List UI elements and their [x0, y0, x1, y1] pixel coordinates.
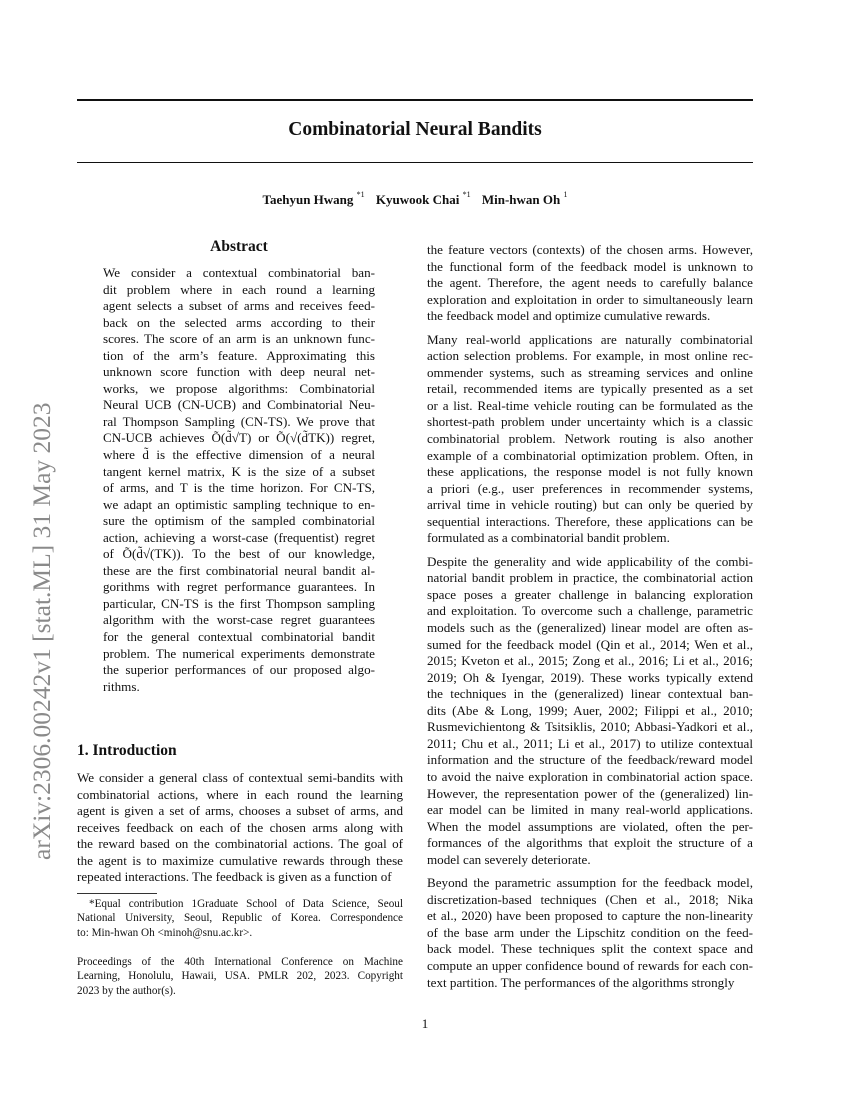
paragraph-line: the feature vectors (contexts) of the chosen arms. However,	[427, 242, 753, 257]
section-heading-introduction: 1. Introduction	[77, 742, 177, 759]
proceedings-line: Learning, Honolulu, Hawaii, USA. PMLR 202, 2023. Copyright	[77, 970, 403, 983]
author-affiliation-mark: *1	[356, 190, 365, 199]
author-name: Taehyun Hwang	[262, 192, 354, 207]
paragraph-line: dits (Abe & Long, 1999; Auer, 2002; Filippi et al., 2010;	[427, 702, 753, 718]
abstract-line: scores. The score of an arm is an unknown func-	[103, 331, 375, 347]
abstract-line: Neural UCB (CN-UCB) and Combinatorial Neu-	[103, 397, 375, 413]
paragraph-line: ear model can be limited in many real-world applications.	[427, 802, 753, 818]
paragraph-line: the agent. Therefore, the agent needs to carefully balance	[427, 275, 753, 291]
paragraph-line: formulated as a combinatorial bandit problem.	[427, 530, 670, 546]
abstract-line: unknown score function with deep neural net-	[103, 364, 375, 380]
paragraph	[427, 875, 753, 991]
abstract-line: works, we propose algorithms: Combinatorial	[103, 380, 375, 396]
abstract-line: the superior performances of our proposed algo-	[103, 662, 375, 678]
paragraph-line: the functional form of the feedback model is unknown to	[427, 258, 753, 274]
footnote-line: to: Min-hwan Oh <minoh@snu.ac.kr>.	[77, 926, 253, 939]
paragraph-line: 2019; Oh & Iyengar, 2019). These works typically extend	[427, 669, 753, 685]
abstract-line: agent selects a subset of arms and receives feed-	[103, 298, 375, 314]
paragraph-line: exploration and exploitation in order to simultaneously learn	[427, 291, 753, 307]
paragraph-line: these applications, the response model is not fully known	[427, 464, 753, 480]
paragraph-line: Many real-world applications are naturally combinatorial	[427, 331, 753, 347]
author-name: Kyuwook Chai	[375, 192, 460, 207]
author-list	[77, 192, 753, 208]
abstract-line: algorithm with the worst-case regret guarantees	[103, 612, 375, 628]
abstract-line: problem. The numerical experiments demonstrate	[103, 645, 375, 661]
abstract-line: action, achieving a worst-case (frequentist) regret	[103, 529, 375, 545]
paragraph-line: shortest-path problem under uncertainty which is a classic	[427, 414, 753, 430]
paragraph-line: sumed for the feedback model (Qin et al., 2014; Wen et al.,	[427, 636, 753, 652]
author-name: Min-hwan Oh	[481, 192, 561, 207]
paragraph-line: discretization-based techniques (Chen et al., 2018; Nika	[427, 891, 753, 907]
abstract-line: We consider a contextual combinatorial ban-	[103, 265, 375, 280]
paragraph-line: sequential interactions. Therefore, these applications can be	[427, 513, 753, 529]
paragraph-line: Beyond the parametric assumption for the feedback model,	[427, 875, 753, 891]
abstract-line: where d̃ is the effective dimension of a neural	[103, 447, 375, 463]
footnote-line: *Equal contribution 1Graduate School of Data Science, Seoul	[89, 898, 403, 910]
paragraph-line: When the model assumptions are violated, often the per-	[427, 818, 753, 834]
author-affiliation-mark: *1	[462, 190, 471, 199]
author-affiliation-mark: 1	[563, 190, 568, 199]
paragraph-line: and exploitation. To overcome such a challenge, parametric	[427, 603, 753, 619]
right-column-body	[427, 242, 753, 998]
footnote	[77, 897, 403, 940]
abstract-line: of Õ(d̃√(TK)). To the best of our knowledge,	[103, 546, 375, 562]
footnote-line: National University, Seoul, Republic of Korea. Correspondence	[77, 912, 403, 925]
paragraph-line: action selection problems. For example, in most online rec-	[427, 348, 753, 364]
abstract-line: sure the optimism of the sampled combinatorial	[103, 513, 375, 529]
paragraph-line: arrival time in vehicle routing) but can only be queried by	[427, 497, 753, 513]
abstract-line: of arms, and T is the time horizon. For CN-TS,	[103, 480, 375, 496]
introduction-line: repeated interactions. The feedback is given as a function of	[77, 869, 392, 885]
introduction-body	[77, 770, 403, 886]
paragraph-line: a priori (e.g., user preferences in recommender systems,	[427, 480, 753, 496]
page-number: 1	[421, 1016, 429, 1031]
paragraph-line: of the base arm under the Lipschitz condition on the feed-	[427, 924, 753, 940]
introduction-line: agent is given a set of arms, chooses a subset of arms, and	[77, 803, 403, 819]
paragraph	[427, 332, 753, 547]
paragraph	[427, 554, 753, 868]
paragraph-line: et al., 2020) have been proposed to capture the non-linearity	[427, 908, 753, 924]
abstract-line: these are the first combinatorial neural bandit al-	[103, 562, 375, 578]
title-rule-top	[77, 99, 753, 101]
paragraph-line: the techniques in the (generalized) linear contextual ban-	[427, 686, 753, 702]
abstract-line: gorithms with regret performance guarantees. In	[103, 579, 375, 595]
proceedings-line: 2023 by the author(s).	[77, 984, 176, 997]
introduction-line: combinatorial actions, where in each round the learning	[77, 786, 403, 802]
paragraph-line: However, the representation power of the (generalized) lin-	[427, 785, 753, 801]
abstract-line: rithms.	[103, 678, 140, 694]
paragraph-line: Rusmevichientong & Tsitsiklis, 2010; Abbasi-Yadkori et al.,	[427, 719, 753, 735]
abstract-line: for the general contextual combinatorial bandit	[103, 629, 375, 645]
paragraph	[427, 242, 753, 325]
paper-title: Combinatorial Neural Bandits	[288, 119, 542, 140]
footnote-rule	[77, 893, 157, 894]
paragraph-line: compute an upper confidence bound of rewards for each con-	[427, 957, 753, 973]
paragraph-line: back model. These techniques split the context space and	[427, 941, 753, 957]
paragraph-line: 2011; Chu et al., 2011; Li et al., 2017) to utilize contextual	[427, 735, 753, 751]
paragraph-line: to avoid the naive exploration in combinatorial action space.	[427, 768, 753, 784]
paragraph-line: space poses a greater challenge in balancing exploration	[427, 586, 753, 602]
abstract-line: CN-UCB achieves Õ(d̃√T) or Õ(√(d̃TK)) regret,	[103, 430, 375, 446]
abstract-line: ral Thompson Sampling (CN-TS). We prove that	[103, 413, 375, 429]
paragraph-line: example of a combinatorial optimization problem. Often, in	[427, 447, 753, 463]
introduction-line: We consider a general class of contextual semi-bandits with	[77, 770, 403, 785]
paragraph-line: models such as the (generalized) linear model are often as-	[427, 620, 753, 636]
abstract-body	[103, 265, 375, 695]
abstract-line: dit problem where in each round a learning	[103, 281, 375, 297]
arxiv-identifier: arXiv:2306.00242v1 [stat.ML] 31 May 2023	[27, 402, 56, 860]
proceedings-line: Proceedings of the 40th International Conference on Machine	[77, 956, 403, 968]
paragraph-line: Despite the generality and wide applicability of the combi-	[427, 553, 753, 569]
abstract-line: particular, CN-TS is the first Thompson sampling	[103, 595, 375, 611]
paragraph-line: combinatorial problem. Network routing is also another	[427, 431, 753, 447]
abstract-line: we adapt an optimistic sampling technique to en-	[103, 496, 375, 512]
paragraph-line: information and the structure of the feedback/reward model	[427, 752, 753, 768]
paragraph-line: formances of the algorithms that exploit the structure of a	[427, 835, 753, 851]
paragraph-line: model can severely deteriorate.	[427, 851, 591, 867]
introduction-line: the reward based on the combinatorial actions. The goal of	[77, 836, 403, 852]
abstract-line: tangent kernel matrix, K is the size of a subset	[103, 463, 375, 479]
paragraph-line: 2015; Kveton et al., 2015; Zong et al., 2016; Li et al., 2016;	[427, 653, 753, 669]
abstract-line: tion of the arm’s feature. Approximating this	[103, 347, 375, 363]
paragraph-line: ommender systems, such as streaming services and online	[427, 364, 753, 380]
introduction-line: the agent is to maximize cumulative rewards through these	[77, 852, 403, 868]
abstract-line: back on the selected arms according to their	[103, 314, 375, 330]
proceedings-note	[77, 955, 403, 998]
paragraph-line: retail, recommended items are typically presented as a set	[427, 381, 753, 397]
abstract-heading: Abstract	[210, 238, 268, 255]
paragraph-line: text partition. The performances of the algorithms strongly	[427, 974, 735, 990]
paragraph-line: natorial bandit problem in practice, the combinatorial action	[427, 570, 753, 586]
paragraph-line: or a list. Real-time vehicle routing can be formulated as the	[427, 397, 753, 413]
introduction-line: receives feedback on each of the chosen arms along with	[77, 819, 403, 835]
paragraph-line: the feedback model and optimize cumulative rewards.	[427, 308, 711, 324]
title-rule-bottom	[77, 162, 753, 163]
